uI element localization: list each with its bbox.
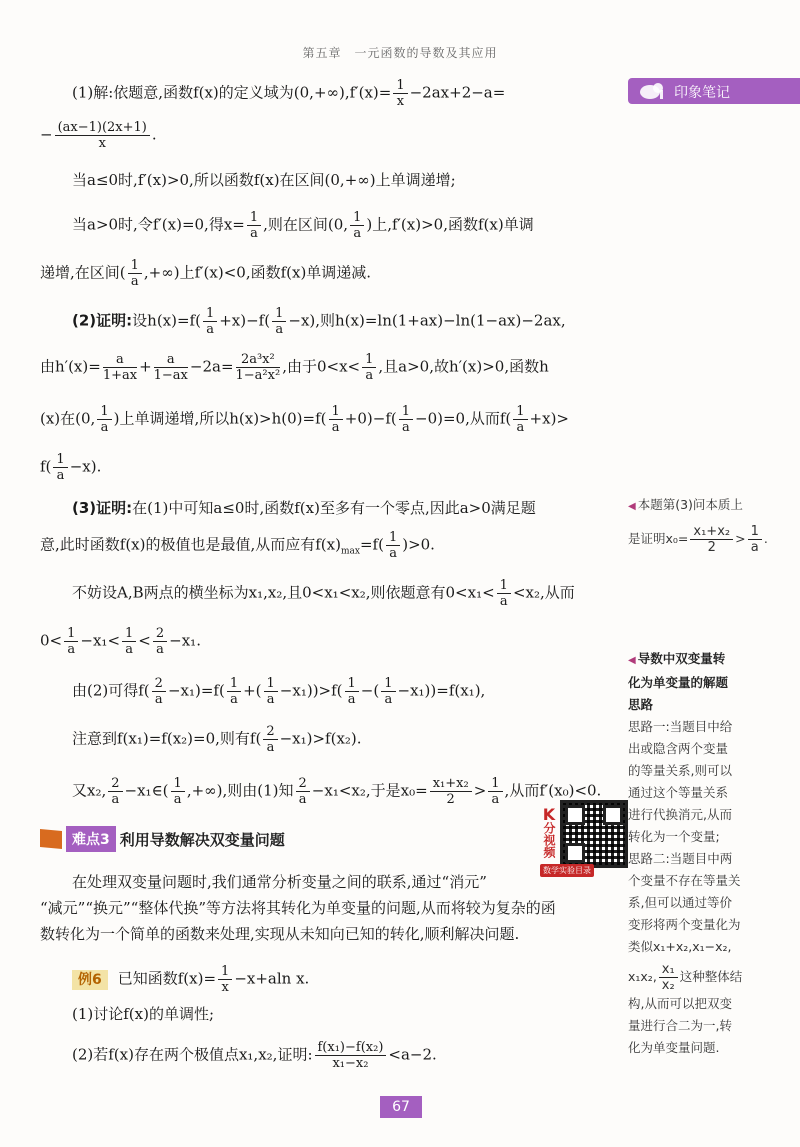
triangle-marker-icon: ◀ (628, 655, 636, 666)
solution-line-7: 由h′(x)= $\frac{a}{1+ax}$ + $\frac{a}{1-ax}$ −2a= $\frac{\text{2a³x²}}{\text{1−a²x²}}$ ,由于0<x< $\frac{1}{a}$ ,且a>0,故h′(x)>0,函数h (40, 352, 549, 383)
section-header (40, 826, 285, 852)
fraction: $\frac{(ax-1)(2x+1)}{x}$ (55, 120, 150, 151)
notes-tag-label: 印象笔记 (674, 85, 730, 101)
solution-line-11: 意,此时函数f(x)的极值也是最值,从而应有$f(x)_{max}=f$( $\frac{1}{a}$ )>0. (40, 530, 435, 561)
solution-line-5: 递增,在区间( $\frac{1}{a}$ ,+∞)上f′(x)<0,函数f(x)单调递减. (40, 258, 372, 289)
solution-line-8: (x)在(0, $\frac{1}{a}$ )上单调递增,所以h(x)>h(0)=f( $\frac{1}{a}$ +0)−f( $\frac{1}{a}$ −0)=0,从而f( $\frac{1}{a}$ +x)> (40, 404, 569, 435)
solution-line-13: 0< $\frac{1}{a}$ −x₁< $\frac{1}{a}$ < $\frac{2}{a}$ −x₁. (40, 626, 201, 657)
solution-line-10: (3)证明:在(1)中可知a≤0时,函数f(x)至多有一个零点,因此a>0满足题 (72, 499, 536, 517)
side-note-method: ◀ 导数中双变量转 化为单变量的解题 思路 思路一:当题目中给 出或隐含两个变量 的等量关系,则可以 通过这个等量关系 进行代换消元,从而 转化为一个变量; 思路二:当题目中两 个变量不存在等量关 系,但可以通过等价 变形将两个变量化为 类似x₁+x₂,x₁−x₂, x₁x₂, $\frac{\text{x₁}}{\text{x₂}}$ 这种整体结 构,从而可以把双变 量进行合二为一,转 化为单变量问题. (628, 651, 743, 1055)
example-line: 例6 已知函数f(x)= $\frac{1}{x}$ −x+aln x. (72, 964, 309, 995)
section-label: 难点3 (66, 826, 116, 852)
example-label: 例6 (72, 970, 108, 990)
solution-line-3: 当a≤0时,f′(x)>0,所以函数f(x)在区间(0,+∞)上单调递增; (72, 171, 456, 189)
question-2: (2)若f(x)存在两个极值点x₁,x₂,证明: $\frac{\text{f(x₁)−f(x₂)}}{\text{x₁−x₂}}$ <a−2. (72, 1040, 437, 1071)
book-icon (40, 829, 62, 849)
section-para-3: 数转化为一个简单的函数来处理,实现从未知向已知的转化,顺利解决问题. (40, 925, 520, 943)
question-1: (1)讨论f(x)的单调性; (72, 1005, 215, 1023)
solution-line-6: (2)证明:设h(x)=f( $\frac{1}{a}$ +x)−f( $\frac{1}{a}$ −x),则h(x)=ln(1+ax)−ln(1−ax)−2ax, (72, 306, 566, 337)
triangle-marker-icon: ◀ (628, 501, 636, 512)
solution-line-1: (1)解:依题意,函数f(x)的定义域为(0,+∞),f′(x)= $\frac{1}{x}$ −2ax+2−a= (72, 78, 506, 109)
section-para-2: “减元”“换元”“整体代换”等方法将其转化为单变量的问题,从而将较为复杂的函 (40, 899, 556, 917)
notes-tag (628, 78, 800, 104)
elephant-icon (636, 80, 666, 106)
qr-code[interactable] (560, 800, 628, 868)
video-label[interactable]: K 分视频 (542, 805, 556, 858)
qr-caption: 数学实验目录 (540, 864, 594, 877)
page-number: 67 (380, 1096, 422, 1118)
solution-line-4: 当a>0时,令f′(x)=0,得x= $\frac{1}{a}$ ,则在区间(0, $\frac{1}{a}$ )上,f′(x)>0,函数f(x)单调 (72, 210, 534, 241)
solution-line-16: 又x₂, $\frac{2}{a}$ −x₁∈( $\frac{1}{a}$ ,+∞),则由(1)知 $\frac{2}{a}$ −x₁<x₂,于是x₀= $\frac{\text{x₁+x₂}}{2}$ > $\frac{1}{a}$ ,从而f′(x₀)<0. (72, 776, 602, 807)
side-note-essence: ◀ 本题第(3)问本质上 是证明x₀= $\frac{\text{x₁+x₂}}{2}$ > $\frac{1}{a}$ . (628, 497, 768, 555)
solution-line-14: 由(2)可得f( $\frac{2}{a}$ −x₁)=f( $\frac{1}{a}$ +( $\frac{1}{a}$ −x₁))>f( $\frac{1}{a}$ −( $\frac{1}{a}$ −x₁))=f(x₁), (72, 676, 486, 707)
solution-line-9: f( $\frac{1}{a}$ −x). (40, 452, 102, 483)
fraction: $\frac{1}{x}$ (393, 78, 407, 109)
solution-line-12: 不妨设A,B两点的横坐标为x₁,x₂,且0<x₁<x₂,则依题意有0<x₁< $\frac{1}{a}$ <x₂,从而 (72, 578, 575, 609)
section-para-1: 在处理双变量问题时,我们通常分析变量之间的联系,通过“消元” (72, 873, 487, 891)
section-title: 利用导数解决双变量问题 (119, 830, 285, 849)
chapter-header: 第五章 一元函数的导数及其应用 (302, 46, 498, 60)
solution-line-15: 注意到f(x₁)=f(x₂)=0,则有f( $\frac{2}{a}$ −x₁)>f(x₂). (72, 724, 362, 755)
solution-line-2: − $\frac{(ax-1)(2x+1)}{x}$ . (40, 120, 157, 151)
